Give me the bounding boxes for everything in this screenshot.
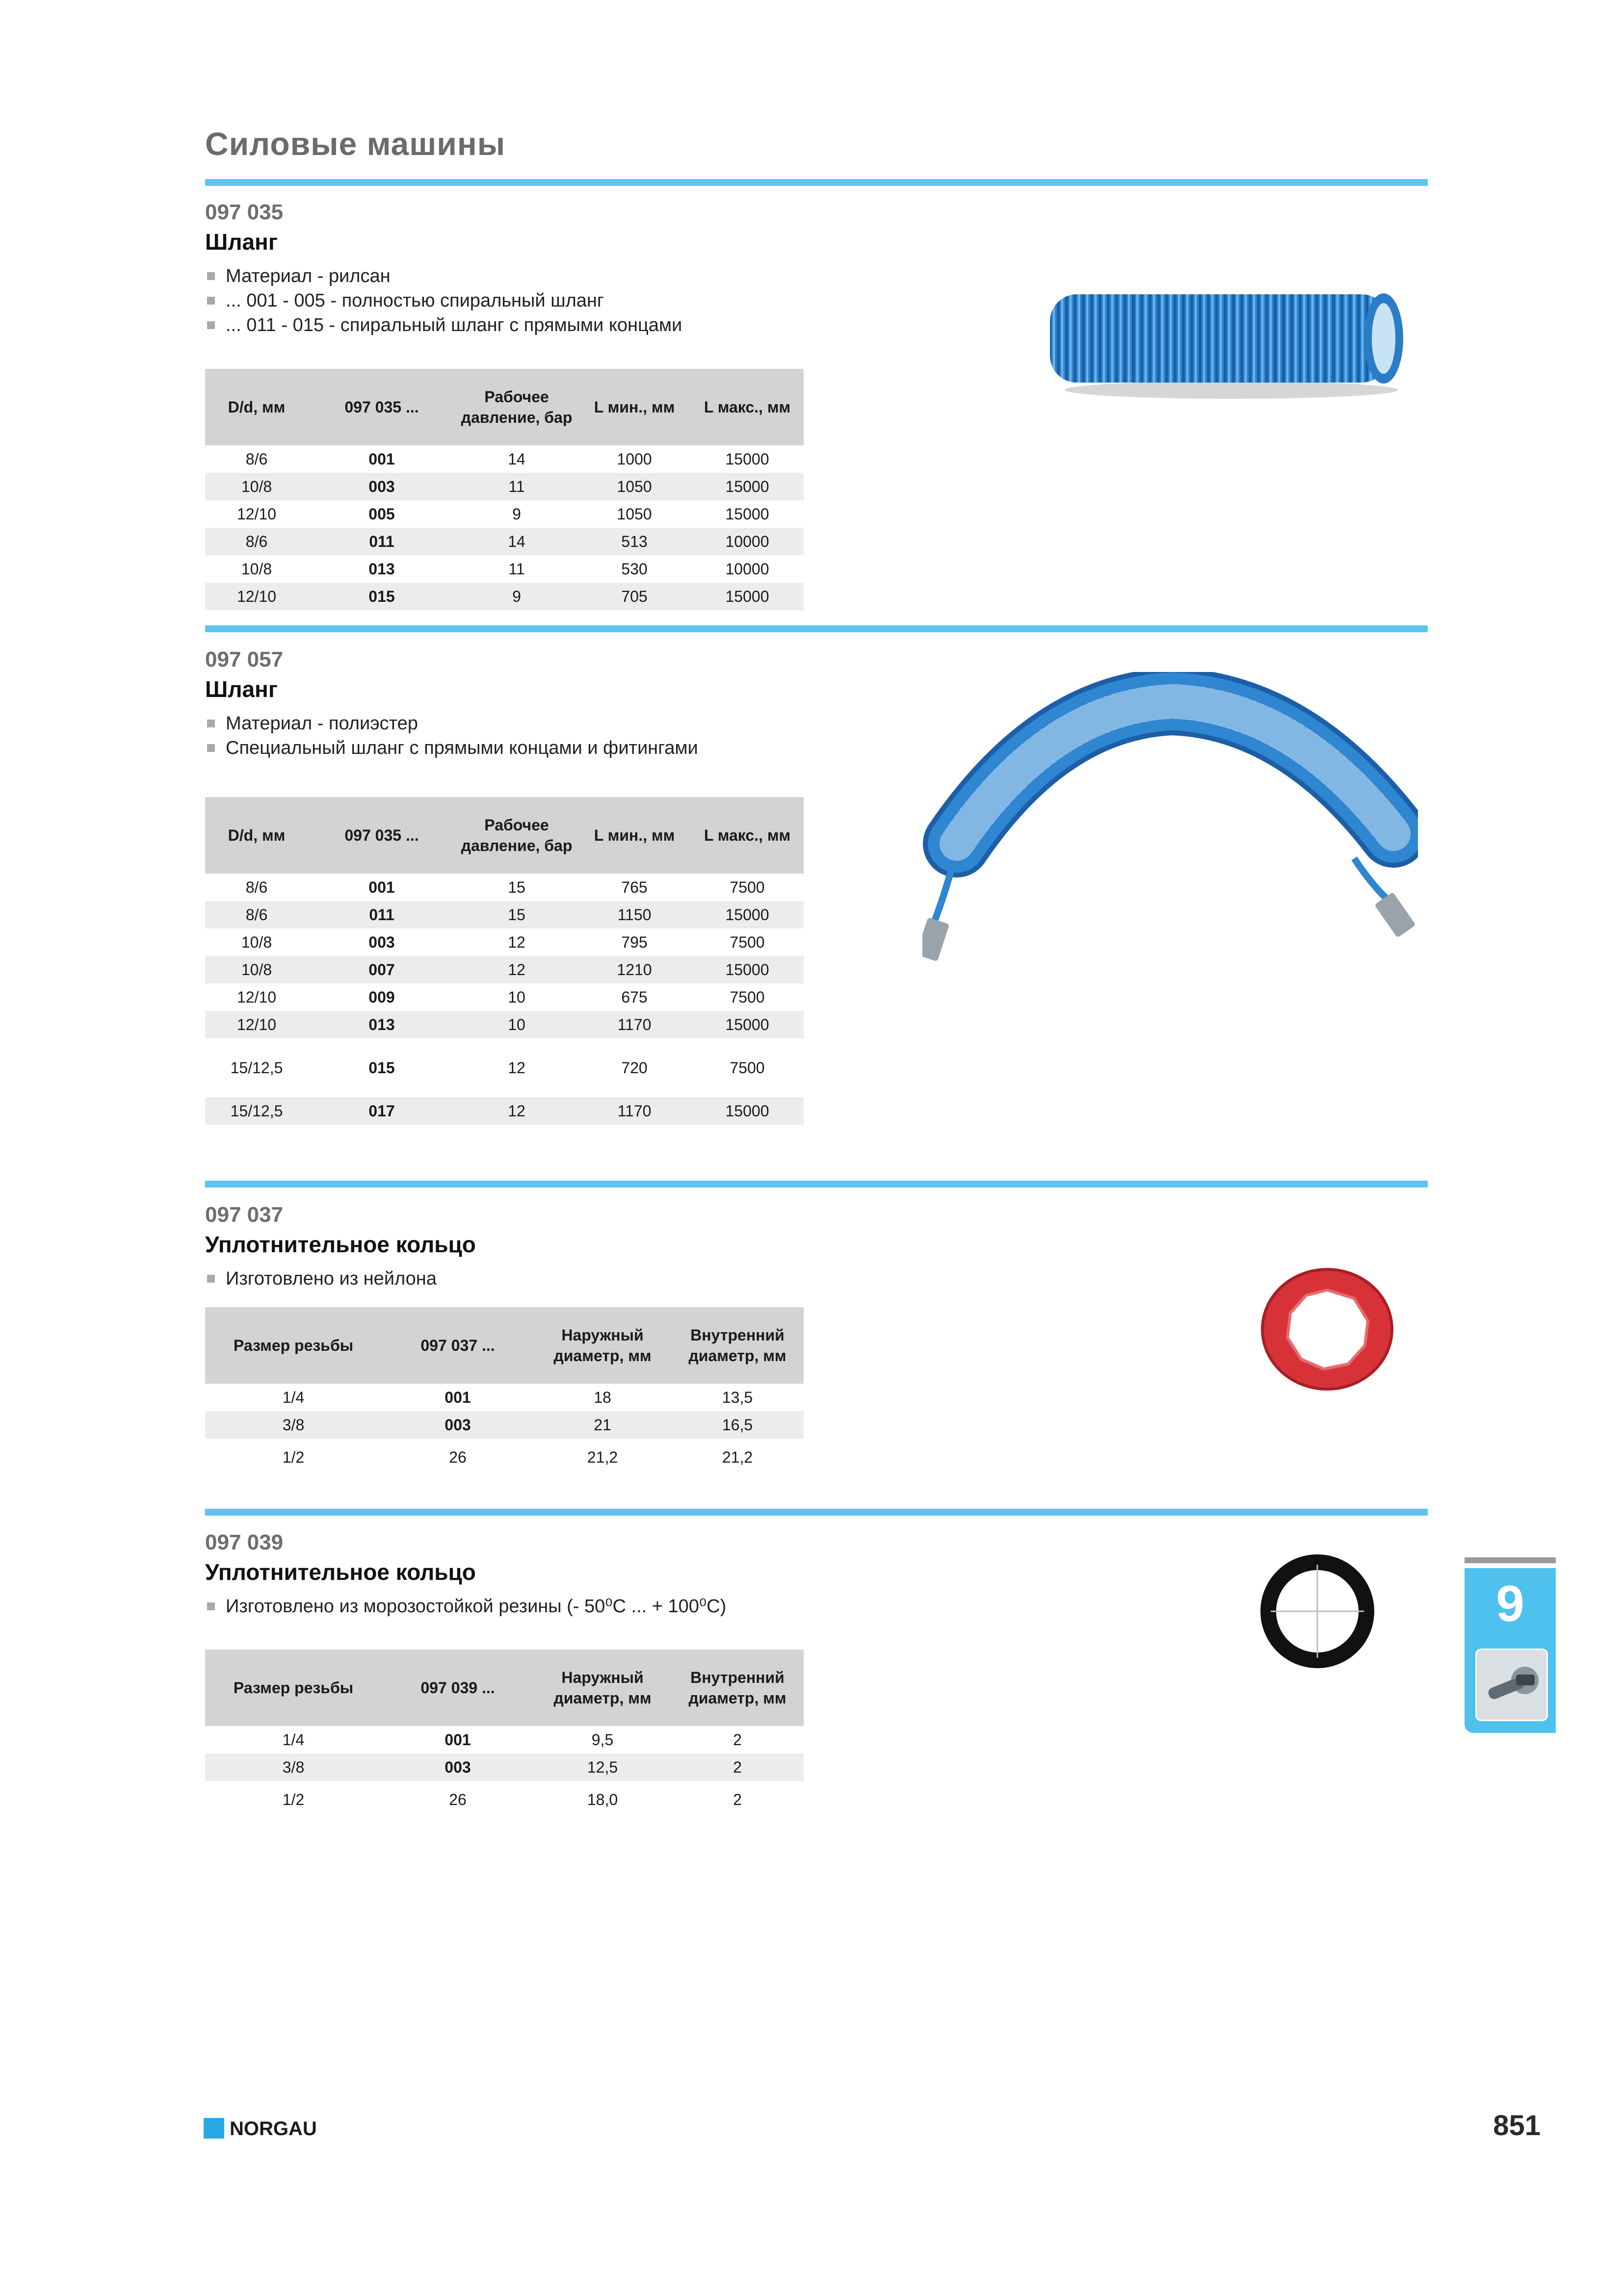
table-cell: 26 <box>449 1448 467 1466</box>
feature-text: Изготовлено из морозостойкой резины (- 50⁰С ... + 100⁰С) <box>226 1596 727 1617</box>
feature-list <box>205 1266 476 1291</box>
table-cell: 15 <box>508 878 525 896</box>
table-cell: 11 <box>455 473 578 500</box>
column-header: L макс., мм <box>691 797 804 874</box>
table-cell: 21,2 <box>722 1448 753 1466</box>
table-cell: 10 <box>508 988 525 1006</box>
table-row <box>205 901 804 929</box>
table-cell: 011 <box>308 901 455 929</box>
column-header: Рабочее давление, бар <box>455 797 578 874</box>
column-header: Рабочее давление, бар <box>455 369 578 445</box>
bullet-square-icon <box>207 321 215 329</box>
bullet-square-icon <box>207 1602 215 1610</box>
table-cell: 017 <box>308 1097 455 1125</box>
table-row <box>205 1439 804 1476</box>
table-cell: 1050 <box>617 505 652 523</box>
feature-item <box>205 1594 726 1619</box>
section-rule <box>205 1509 1428 1516</box>
column-header: D/d, мм <box>205 369 308 445</box>
table-cell: 015 <box>308 583 455 610</box>
table-row <box>205 874 804 901</box>
table-cell: 12/10 <box>205 583 308 610</box>
feature-text: Материал - полиэстер <box>226 713 418 734</box>
table-row <box>205 1384 804 1411</box>
table-cell: 10000 <box>725 560 769 578</box>
table-cell: 2 <box>671 1754 804 1781</box>
table-cell: 12 <box>455 1097 578 1125</box>
table-row <box>205 929 804 956</box>
table-cell: 011 <box>308 528 455 555</box>
table-cell: 14 <box>455 528 578 555</box>
feature-text: ... 001 - 005 - полностью спиральный шланг <box>226 290 604 311</box>
table-cell: 1170 <box>578 1011 691 1038</box>
table-row <box>205 583 804 610</box>
table-cell: 3/8 <box>205 1754 382 1781</box>
column-header: 097 035 ... <box>308 797 455 874</box>
table-cell: 12/10 <box>236 988 277 1006</box>
table-cell: 001 <box>445 1388 471 1406</box>
table-cell: 003 <box>368 933 395 951</box>
table-cell: 013 <box>368 560 395 578</box>
coiled-hose-photo <box>1040 280 1413 407</box>
table-cell: 9 <box>455 583 578 610</box>
feature-item <box>205 313 682 337</box>
table-cell: 705 <box>578 583 691 610</box>
column-header: L макс., мм <box>691 369 804 445</box>
table-cell: 21 <box>534 1411 671 1439</box>
table-row <box>205 528 804 555</box>
table-cell: 795 <box>621 933 648 951</box>
table-header-row <box>205 1307 804 1384</box>
table-cell: 3/8 <box>205 1411 382 1439</box>
table-cell: 21,2 <box>587 1448 618 1466</box>
table-cell: 10/8 <box>241 560 272 578</box>
column-header: L мин., мм <box>578 797 691 874</box>
column-header: L мин., мм <box>578 369 691 445</box>
chapter-tab-bar <box>1465 1557 1556 1563</box>
table-cell: 12,5 <box>534 1754 671 1781</box>
product-097-057 <box>205 647 698 760</box>
table-row <box>205 1011 804 1038</box>
table-cell: 15/12,5 <box>230 1058 283 1077</box>
table-cell: 18 <box>594 1388 611 1406</box>
table-cell: 765 <box>621 878 648 896</box>
table-cell: 15 <box>455 901 578 929</box>
table-cell: 001 <box>368 450 395 468</box>
table-cell: 001 <box>445 1730 471 1749</box>
product-097-035 <box>205 200 682 337</box>
feature-item <box>205 1266 476 1291</box>
table-cell: 675 <box>621 988 648 1006</box>
table-cell: 1/2 <box>282 1790 305 1808</box>
chapter-number: 9 <box>1496 1575 1524 1632</box>
product-title: Уплотнительное кольцо <box>205 1559 476 1585</box>
bullet-square-icon <box>207 1275 215 1283</box>
table-cell: 9,5 <box>591 1730 614 1749</box>
feature-text: Специальный шланг с прямыми концами и фитингами <box>226 738 698 758</box>
column-header: Внутренний диаметр, мм <box>671 1307 804 1384</box>
feature-list <box>205 1594 726 1619</box>
column-header: 097 037 ... <box>382 1307 534 1384</box>
table-cell: 8/6 <box>245 878 268 896</box>
table-row <box>205 1411 804 1439</box>
table-cell: 1210 <box>578 956 691 983</box>
table-cell: 10/8 <box>205 956 308 983</box>
table-cell: 8/6 <box>205 901 308 929</box>
table-cell: 12 <box>455 956 578 983</box>
spec-table-097-057 <box>205 797 804 1125</box>
spiral-hose-with-fittings-photo <box>922 672 1418 976</box>
table-cell: 8/6 <box>205 528 308 555</box>
table-cell: 1000 <box>617 450 652 468</box>
table-cell: 12 <box>508 1058 525 1077</box>
table-cell: 005 <box>368 505 395 523</box>
product-title: Шланг <box>205 676 278 702</box>
bullet-square-icon <box>207 744 215 752</box>
section-rule <box>205 625 1428 632</box>
table-cell: 10/8 <box>205 473 308 500</box>
table-row <box>205 500 804 528</box>
spec-table-097-039 <box>205 1650 804 1818</box>
table-cell: 15/12,5 <box>205 1097 308 1125</box>
bullet-square-icon <box>207 720 215 727</box>
feature-text: ... 011 - 015 - спиральный шланг с прямыми концами <box>226 315 682 335</box>
table-cell: 009 <box>368 988 395 1006</box>
table-cell: 7500 <box>730 878 765 896</box>
table-cell: 513 <box>578 528 691 555</box>
table-cell: 13,5 <box>722 1388 753 1406</box>
table-cell: 1/4 <box>282 1730 305 1749</box>
table-cell: 015 <box>368 1058 395 1077</box>
column-header: D/d, мм <box>205 797 308 874</box>
angle-grinder-icon <box>1475 1649 1548 1721</box>
table-cell: 15000 <box>725 505 769 523</box>
brand-name: NORGAU <box>230 2118 317 2140</box>
feature-text: Изготовлено из нейлона <box>226 1268 437 1289</box>
table-row <box>205 956 804 983</box>
chapter-tab[interactable] <box>1465 1557 1556 1733</box>
table-row <box>205 1038 804 1097</box>
table-cell: 12/10 <box>236 505 277 523</box>
feature-text: Материал - рилсан <box>226 266 391 286</box>
table-cell: 2 <box>733 1730 742 1749</box>
table-row <box>205 1781 804 1818</box>
table-cell: 1150 <box>578 901 691 929</box>
table-cell: 12/10 <box>205 1011 308 1038</box>
table-cell: 013 <box>308 1011 455 1038</box>
table-row <box>205 1754 804 1781</box>
table-cell: 10/8 <box>241 933 272 951</box>
feature-list <box>205 264 682 337</box>
bullet-square-icon <box>207 272 215 280</box>
table-cell: 1050 <box>578 473 691 500</box>
table-cell: 15000 <box>691 1097 804 1125</box>
page-title: Силовые машины <box>205 126 506 162</box>
column-header: 097 035 ... <box>308 369 455 445</box>
column-header: Размер резьбы <box>205 1650 382 1726</box>
brand-logo-icon <box>204 2118 224 2139</box>
rubber-o-ring-photo <box>1256 1550 1379 1673</box>
column-header: 097 039 ... <box>382 1650 534 1726</box>
table-cell: 2 <box>733 1790 742 1808</box>
product-title: Шланг <box>205 229 278 255</box>
table-cell: 18,0 <box>587 1790 618 1808</box>
table-cell: 001 <box>368 878 395 896</box>
table-cell: 007 <box>308 956 455 983</box>
column-header: Внутренний диаметр, мм <box>671 1650 804 1726</box>
product-code: 097 037 <box>205 1203 284 1227</box>
bullet-square-icon <box>207 297 215 305</box>
nylon-seal-ring-photo <box>1256 1263 1398 1395</box>
product-code: 097 057 <box>205 647 284 671</box>
table-cell: 10000 <box>691 528 804 555</box>
feature-item <box>205 711 698 736</box>
table-cell: 7500 <box>730 988 765 1006</box>
table-cell: 8/6 <box>245 450 268 468</box>
table-cell: 12 <box>508 933 525 951</box>
product-title: Уплотнительное кольцо <box>205 1232 476 1257</box>
product-097-039 <box>205 1530 726 1619</box>
table-header-row <box>205 797 804 874</box>
table-cell: 15000 <box>691 1011 804 1038</box>
table-cell: 1/2 <box>282 1448 305 1466</box>
column-header: Наружный диаметр, мм <box>534 1307 671 1384</box>
feature-list <box>205 711 698 760</box>
column-header: Размер резьбы <box>205 1307 382 1384</box>
spec-table-097-037 <box>205 1307 804 1476</box>
section-rule <box>205 179 1428 186</box>
section-rule <box>205 1181 1428 1187</box>
table-cell: 11 <box>508 560 525 578</box>
table-cell: 15000 <box>691 473 804 500</box>
table-cell: 003 <box>382 1754 534 1781</box>
table-cell: 16,5 <box>671 1411 804 1439</box>
table-cell: 530 <box>621 560 648 578</box>
table-header-row <box>205 369 804 445</box>
feature-item <box>205 736 698 760</box>
table-cell: 7500 <box>730 1058 765 1077</box>
table-row <box>205 555 804 583</box>
table-cell: 1170 <box>578 1097 691 1125</box>
table-cell: 14 <box>508 450 525 468</box>
table-cell: 15000 <box>691 583 804 610</box>
table-row <box>205 1097 804 1125</box>
table-row <box>205 445 804 473</box>
product-code: 097 039 <box>205 1530 284 1554</box>
table-row <box>205 983 804 1011</box>
table-cell: 15000 <box>691 956 804 983</box>
table-row <box>205 473 804 500</box>
table-cell: 15000 <box>691 901 804 929</box>
table-cell: 10 <box>455 1011 578 1038</box>
table-cell: 003 <box>308 473 455 500</box>
table-cell: 15000 <box>725 450 769 468</box>
product-097-037 <box>205 1203 476 1291</box>
table-header-row <box>205 1650 804 1726</box>
spec-table-097-035 <box>205 369 804 610</box>
table-cell: 720 <box>621 1058 648 1077</box>
column-header: Наружный диаметр, мм <box>534 1650 671 1726</box>
product-code: 097 035 <box>205 200 284 224</box>
table-cell: 26 <box>449 1790 467 1808</box>
table-cell: 1/4 <box>282 1388 305 1406</box>
table-cell: 7500 <box>730 933 765 951</box>
table-row <box>205 1726 804 1754</box>
feature-item <box>205 264 682 288</box>
table-cell: 9 <box>512 505 521 523</box>
table-cell: 003 <box>382 1411 534 1439</box>
page-number: 851 <box>1493 2110 1541 2141</box>
feature-item <box>205 288 682 313</box>
